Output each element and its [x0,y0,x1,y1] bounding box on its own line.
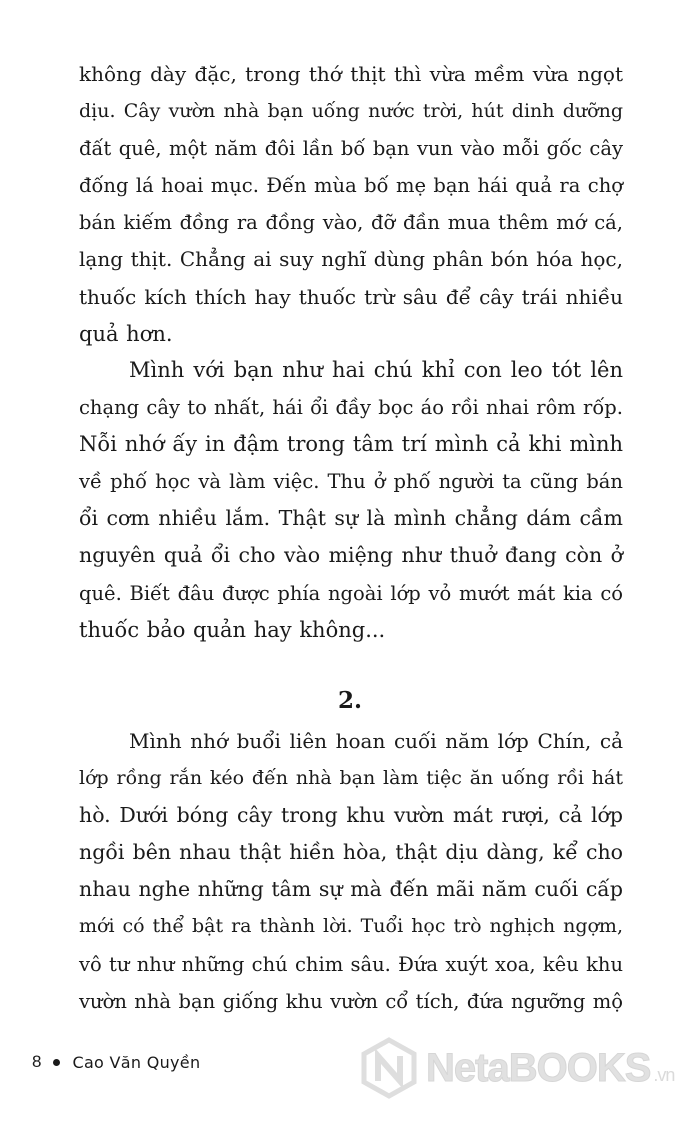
paragraph-2 [79,352,623,649]
watermark-brand: NetaBOOKS [426,1045,651,1090]
text-line: chạng cây to nhất, hái ổi đầy bọc áo rồi nhai rôm rốp. [79,396,623,420]
text-line: mới có thể bật ra thành lời. Tuổi học trò nghịch ngợm, [79,915,623,938]
watermark-text [426,1046,674,1091]
bullet-icon [53,1059,60,1066]
text-line: quê. Biết đâu được phía ngoài lớp vỏ mướt mát kia có [79,581,623,605]
page-footer [32,1052,200,1072]
text-line: bán kiếm đồng ra đồng vào, đỡ đần mua thêm mớ cá, [79,211,623,235]
watermark [360,1037,674,1099]
text-line: nhau nghe những tâm sự mà đến mãi năm cuối cấp [79,877,623,902]
watermark-tld: .vn [653,1064,675,1085]
paragraph-1 [79,56,623,353]
page-number: 8 [32,1052,42,1071]
text-line: hò. Dưới bóng cây trong khu vườn mát rượi, cả lớp [79,803,623,828]
author-name: Cao Văn Quyền [72,1052,201,1072]
text-line: dịu. Cây vườn nhà bạn uống nước trời, hút dinh dưỡng [79,100,623,123]
text-line: lạng thịt. Chẳng ai suy nghĩ dùng phân bón hóa học, [79,247,623,272]
text-line: thuốc bảo quản hay không... [79,617,386,642]
text-line: đống lá hoai mục. Đến mùa bố mẹ bạn hái quả ra chợ [79,174,623,198]
text-line: ổi cơm nhiều lắm. Thật sự là mình chẳng dám cầm [79,506,623,531]
text-line: quả hơn. [79,321,173,346]
text-line: vô tư như những chú chim sâu. Đứa xuýt xoa, kêu khu [79,952,623,976]
text-line: không dày đặc, trong thớ thịt thì vừa mềm vừa ngọt [79,62,623,86]
paragraph-3 [79,723,623,1020]
text-line: về phố học và làm việc. Thu ở phố người ta cũng bán [79,470,623,494]
text-line: Mình với bạn như hai chú khỉ con leo tót lên [129,358,623,382]
text-line: nguyên quả ổi cho vào miệng như thuở đang còn ở [79,543,623,568]
section-heading: 2. [337,687,362,714]
text-line: đất quê, một năm đôi lần bố bạn vun vào mỗi gốc cây [79,137,623,161]
text-line: thuốc kích thích hay thuốc trừ sâu để cây trái nhiều [79,284,623,309]
text-line: Nỗi nhớ ấy in đậm trong tâm trí mình cả khi mình [79,432,623,457]
netabooks-logo-icon [360,1037,418,1099]
text-line: vườn nhà bạn giống khu vườn cổ tích, đứa ngưỡng mộ [79,989,623,1013]
text-line: Mình nhớ buổi liên hoan cuối năm lớp Chín, cả [129,729,623,753]
text-line: lớp rồng rắn kéo đến nhà bạn làm tiệc ăn uống rồi hát [79,767,623,790]
text-line: ngồi bên nhau thật hiền hòa, thật dịu dàng, kể cho [79,840,623,865]
